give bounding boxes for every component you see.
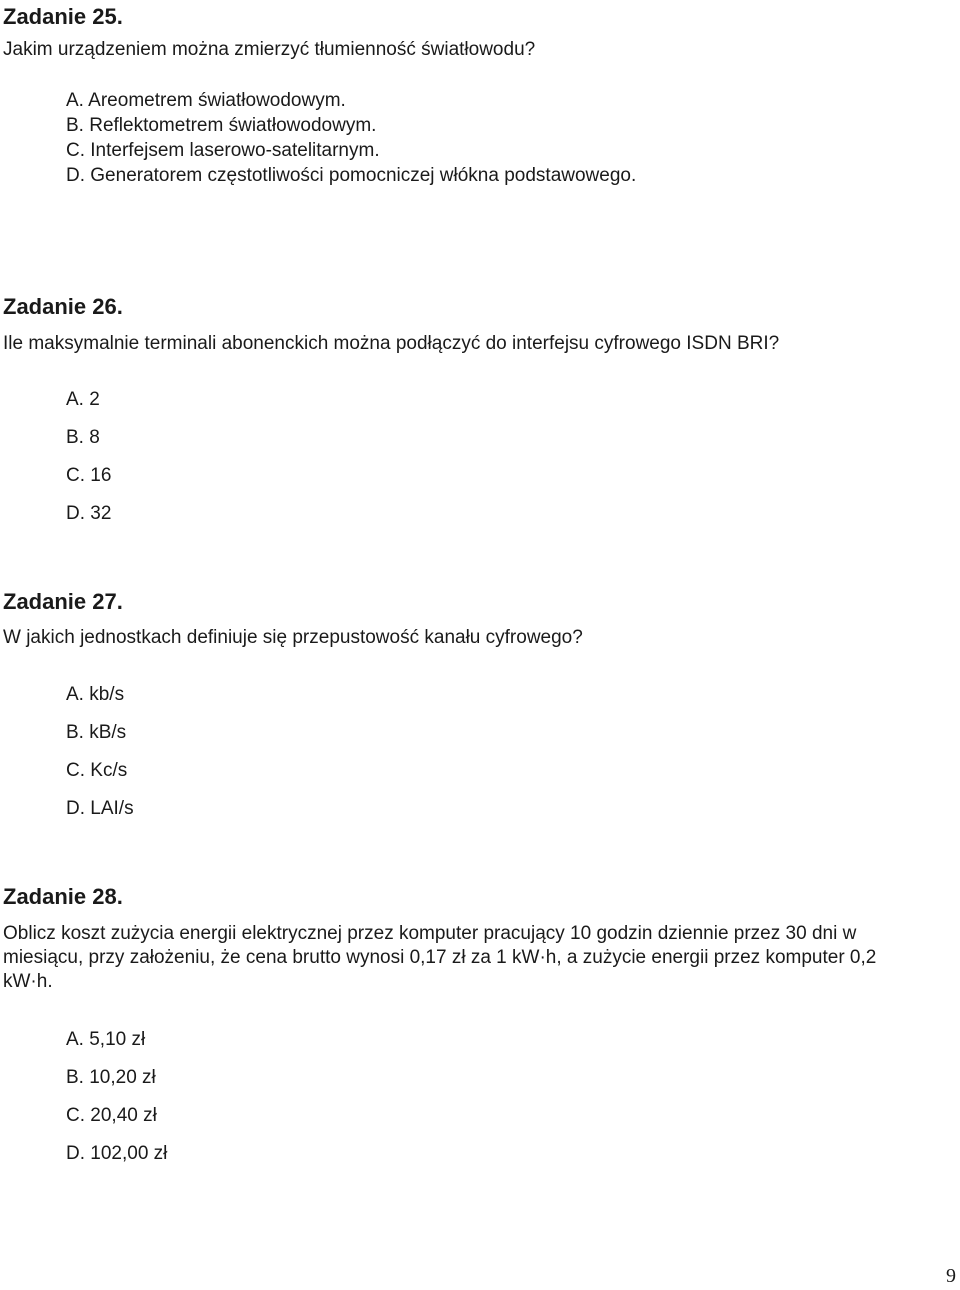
task-heading: Zadanie 26. <box>3 294 123 319</box>
answer-option-b: B. 8 <box>66 427 100 448</box>
task-heading: Zadanie 28. <box>3 884 123 909</box>
answer-option-b: B. 10,20 zł <box>66 1067 156 1088</box>
answer-option-a: A. 2 <box>66 389 100 410</box>
answer-option-b: B. kB/s <box>66 722 127 743</box>
answer-option-c: C. 16 <box>66 465 112 486</box>
answer-option-c: C. Interfejsem laserowo-satelitarnym. <box>66 140 380 161</box>
task-heading: Zadanie 25. <box>3 4 123 29</box>
answer-option-d: D. 32 <box>66 503 112 524</box>
task-heading: Zadanie 27. <box>3 589 123 614</box>
answer-option-c: C. Kc/s <box>66 760 128 781</box>
answer-options <box>66 1021 167 1173</box>
answer-options <box>66 88 636 188</box>
answer-option-a: A. Areometrem światłowodowym. <box>66 90 346 111</box>
answer-option-a: A. 5,10 zł <box>66 1029 146 1050</box>
task-question: W jakich jednostkach definiuje się przepustowość kanału cyfrowego? <box>3 627 583 648</box>
task-question: Ile maksymalnie terminali abonenckich można podłączyć do interfejsu cyfrowego ISDN BRI? <box>3 333 780 354</box>
answer-option-d: D. LAI/s <box>66 798 134 819</box>
answer-option-d: D. 102,00 zł <box>66 1143 168 1164</box>
task-question: Oblicz koszt zużycia energii elektrycznej przez komputer pracujący 10 godzin dziennie przez 30 dni w miesiącu, przy założeniu, że cena brutto wynosi 0,17 zł za 1 kW·h, a zużycie energii przez komputer 0,2 kW·h. <box>3 923 877 992</box>
answer-option-d: D. Generatorem częstotliwości pomocniczej włókna podstawowego. <box>66 165 637 186</box>
answer-option-c: C. 20,40 zł <box>66 1105 157 1126</box>
task-question: Jakim urządzeniem można zmierzyć tłumienność światłowodu? <box>3 39 536 60</box>
answer-option-a: A. kb/s <box>66 684 125 705</box>
page-number: 9 <box>946 1265 956 1287</box>
answer-options <box>66 381 111 533</box>
answer-options <box>66 676 134 828</box>
answer-option-b: B. Reflektometrem światłowodowym. <box>66 115 377 136</box>
